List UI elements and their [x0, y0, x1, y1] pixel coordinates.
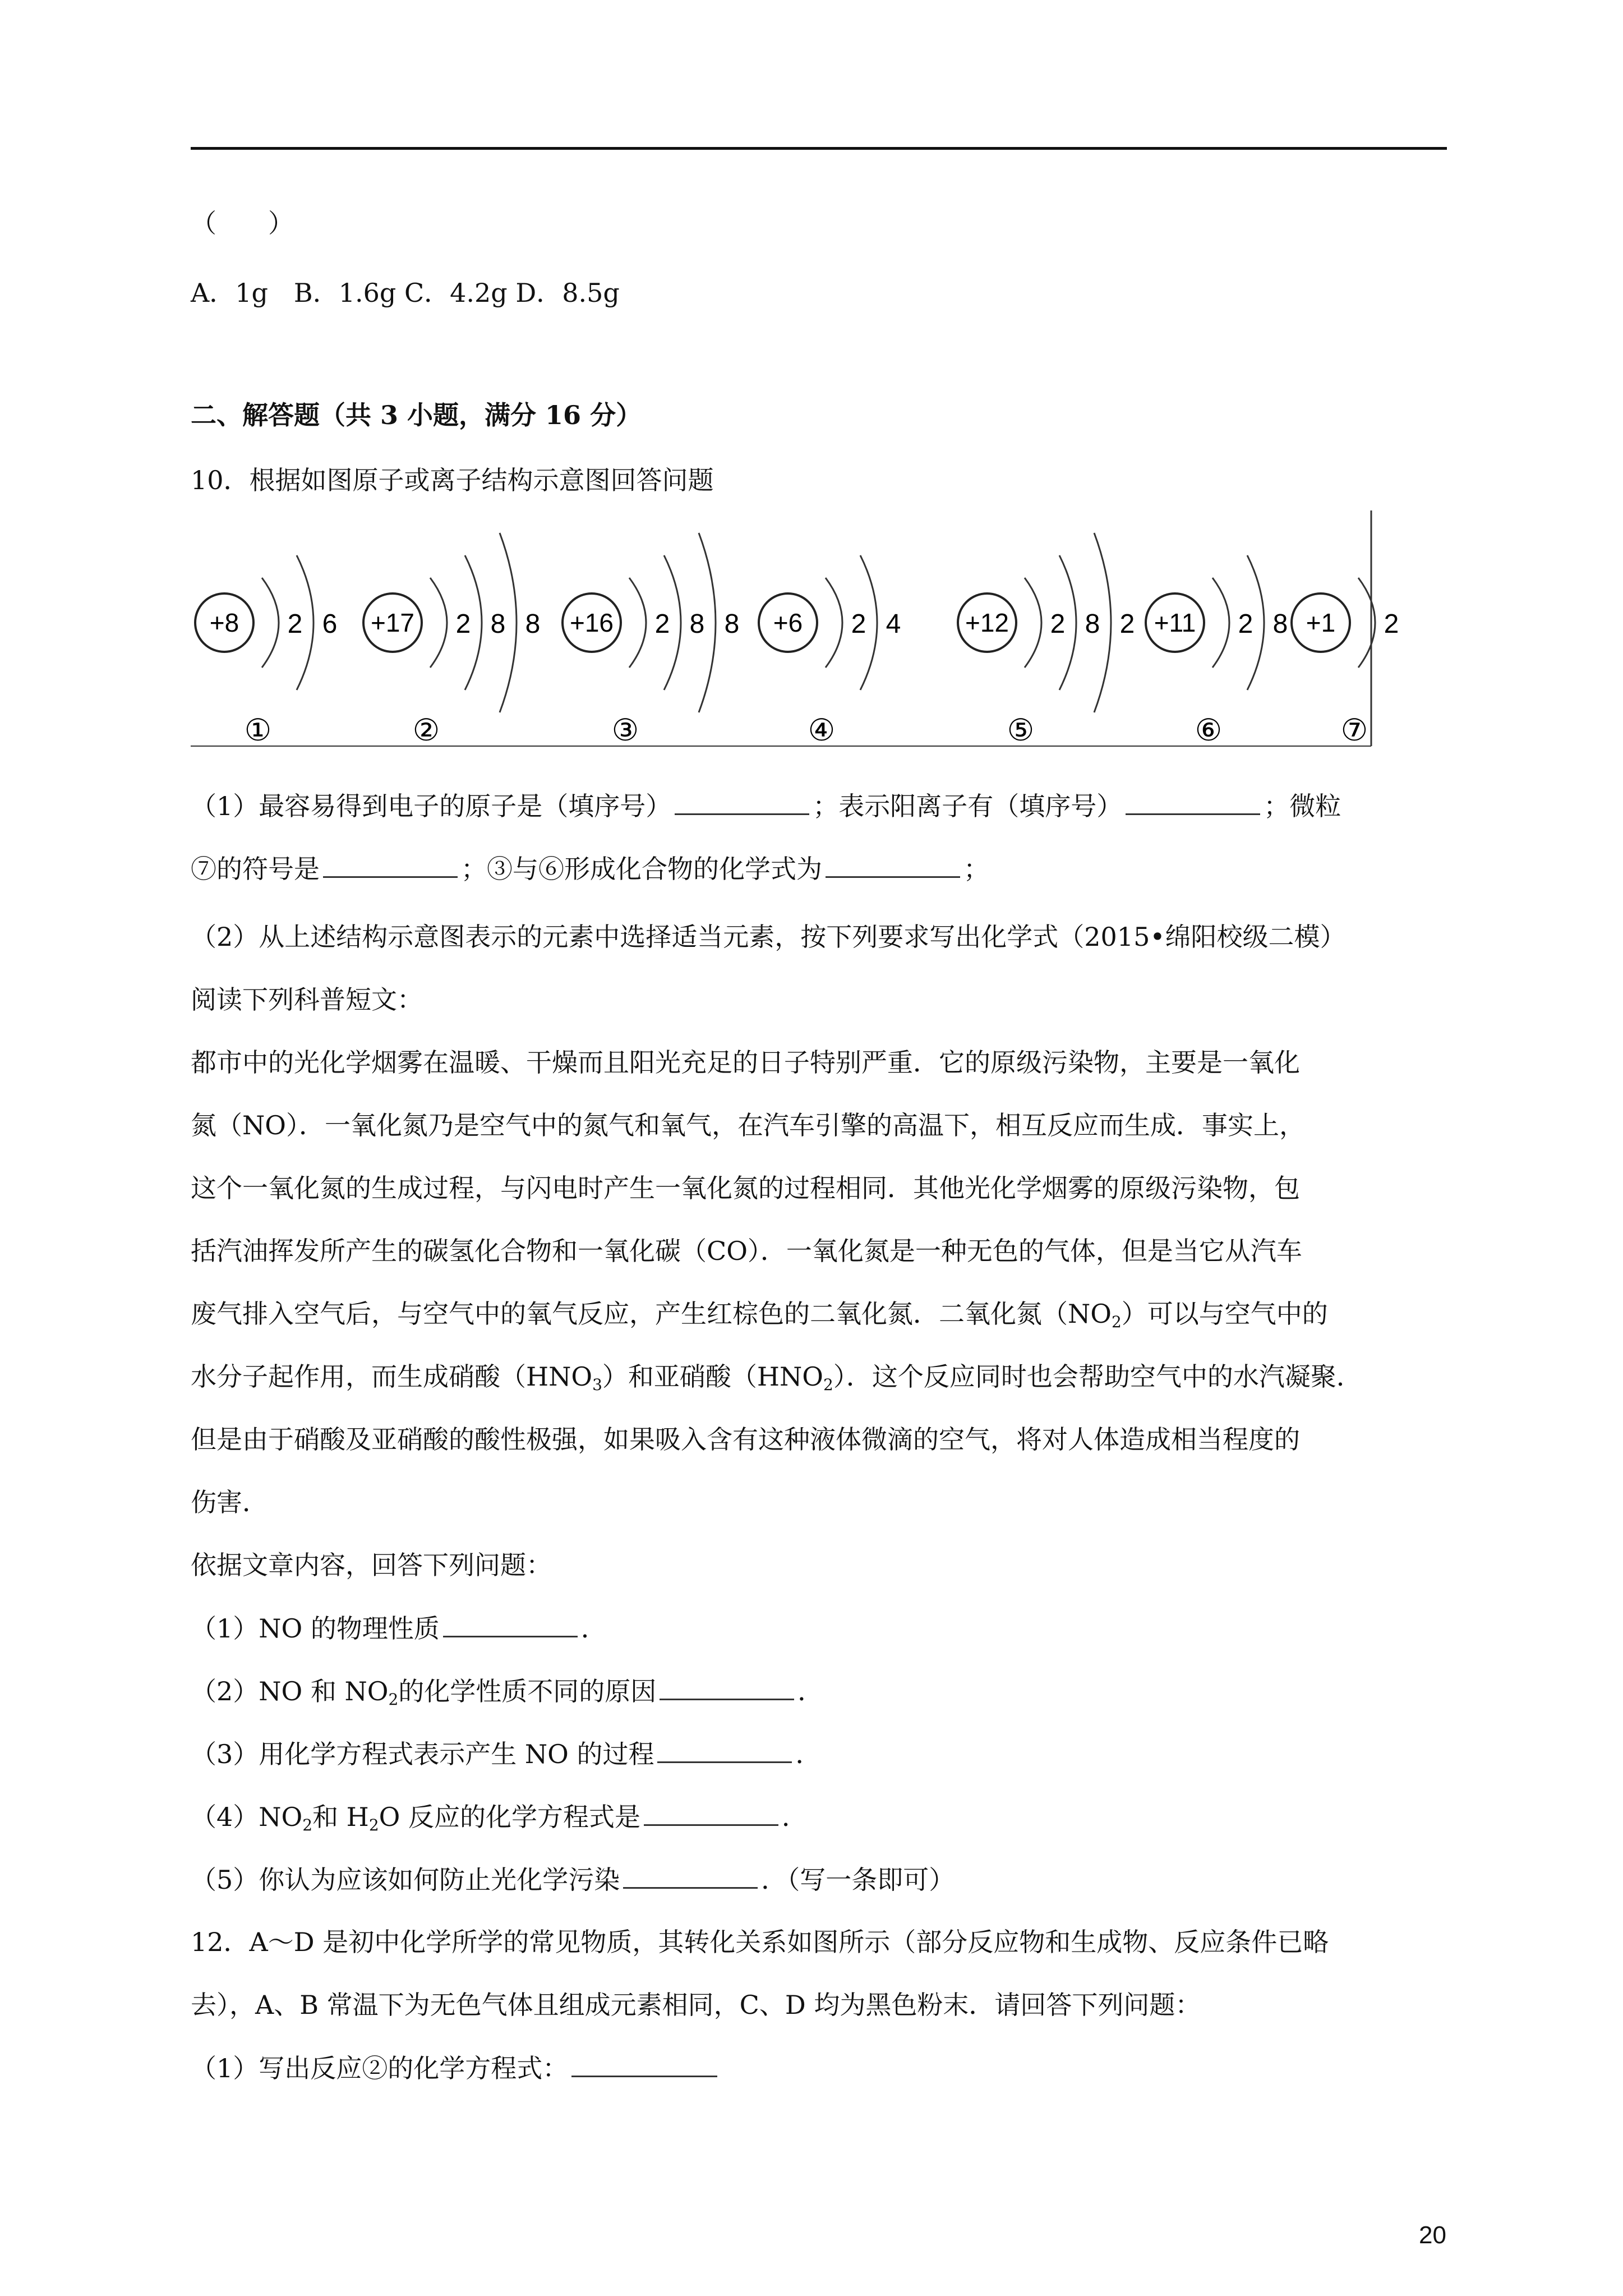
atom-label: ⑤ — [1007, 712, 1035, 748]
answer-blank[interactable] — [571, 2051, 717, 2077]
answer-blank[interactable] — [644, 1800, 778, 1826]
answer-blank[interactable] — [443, 1611, 578, 1637]
answer-blank[interactable] — [675, 789, 809, 815]
q10-part1-line2: ⑦的符号是 ；③与⑥形成化合物的化学式为 ； — [191, 852, 989, 886]
atom-label: ① — [244, 712, 272, 748]
passage-line: 都市中的光化学烟雾在温暖、干燥而且阳光充足的日子特别严重．它的原级污染物，主要是一氧化 — [191, 1047, 1300, 1078]
passage-line: 但是由于硝酸及亚硝酸的酸性极强，如果吸入含有这种液体微滴的空气，将对人体造成相当程度的 — [191, 1424, 1300, 1455]
electron-shell-arc — [1212, 578, 1229, 668]
question-12-part1: （1）写出反应②的化学方程式： — [191, 2051, 721, 2085]
passage-line: 括汽油挥发所产生的碳氢化合物和一氧化碳（CO）．一氧化氮是一种无色的气体，但是当它从汽车 — [191, 1236, 1302, 1266]
section-heading: 二、解答题（共 3 小题，满分 16 分） — [191, 400, 642, 430]
electron-shell-arc — [1358, 578, 1375, 668]
shell-electron-count: 2 — [851, 609, 866, 639]
atom-label: ⑦ — [1340, 712, 1368, 748]
shell-electron-count: 4 — [886, 609, 901, 639]
electron-shell-arc — [262, 578, 279, 668]
shell-electron-count: 8 — [724, 609, 740, 639]
atom-diagram-5 — [958, 533, 1135, 748]
shell-electron-count: 2 — [1384, 609, 1399, 639]
shell-electron-count: 2 — [1050, 609, 1066, 639]
question-10-stem: 10．根据如图原子或离子结构示意图回答问题 — [191, 465, 714, 495]
shell-electron-count: 2 — [1119, 609, 1135, 639]
questions-intro: 依据文章内容，回答下列问题： — [191, 1550, 552, 1580]
nucleus-charge: +17 — [370, 608, 415, 637]
page-number: 20 — [1419, 2221, 1446, 2249]
answer-paren: （ ） — [191, 208, 294, 238]
atom-diagram-2 — [363, 533, 540, 748]
passage-line: 这个一氧化氮的生成过程，与闪电时产生一氧化氮的过程相同．其他光化学烟雾的原级污染物，包 — [191, 1173, 1300, 1203]
shell-electron-count: 8 — [525, 609, 541, 639]
shell-electron-count: 8 — [1085, 609, 1100, 639]
atom-diagram-3 — [562, 533, 739, 748]
atom-diagram-7 — [1292, 578, 1399, 748]
answer-blank[interactable] — [323, 852, 458, 878]
atom-label: ③ — [611, 712, 639, 748]
answer-blank[interactable] — [826, 852, 960, 878]
nucleus-charge: +8 — [209, 608, 239, 637]
question-12-stem: 12．A～D 是初中化学所学的常见物质，其转化关系如图所示（部分反应物和生成物、反应条件已略 — [191, 1927, 1329, 1957]
passage-line: 水分子起作用，而生成硝酸$(HNO_3)$和亚硝酸$(HNO_2)$．这个反应同时也会帮助空气中的水汽凝聚． — [191, 1361, 1362, 1394]
passage-line: 伤害． — [191, 1487, 268, 1517]
nucleus-charge: +12 — [965, 608, 1009, 637]
shell-electron-count: 2 — [455, 609, 471, 639]
atom-label: ⑥ — [1195, 712, 1223, 748]
reading-question-3: （3）用化学方程式表示产生 NO 的过程 ． — [191, 1737, 821, 1771]
reading-question-4: $(4)NO_2$和 $H_2O$ 反应的化学方程式是 ． — [191, 1800, 808, 1834]
reading-question-1: （1）NO 的物理性质 ． — [191, 1611, 607, 1645]
electron-shell-arc — [629, 578, 646, 668]
answer-blank[interactable] — [1126, 789, 1260, 815]
answer-blank[interactable] — [657, 1737, 792, 1763]
nucleus-charge: +6 — [773, 608, 803, 637]
shell-electron-count: 6 — [322, 609, 338, 639]
electron-shell-arc — [1025, 578, 1041, 668]
shell-electron-count: 8 — [1272, 609, 1288, 639]
choice-options: A．1g B．1.6g C．4.2g D．8.5g — [191, 278, 620, 308]
nucleus-charge: +1 — [1306, 608, 1336, 637]
passage-line: 氮（NO）．一氧化氮乃是空气中的氮气和氧气，在汽车引擎的高温下，相互反应而生成．事实上， — [191, 1110, 1305, 1140]
atom-diagram-6 — [1146, 555, 1288, 748]
atom-structure-diagram — [191, 510, 1399, 752]
reading-question-5: （5）你认为应该如何防止光化学污染 ．（写一条即可） — [191, 1862, 955, 1897]
passage-line: 废气排入空气后，与空气中的氧气反应，产生红棕色的二氧化氮．二氧化氮$(NO_2)$可以与空气中的 — [191, 1299, 1328, 1331]
atom-diagram-1 — [195, 555, 337, 748]
atom-label: ② — [412, 712, 440, 748]
electron-shell-arc — [826, 578, 842, 668]
nucleus-charge: +11 — [1154, 608, 1196, 637]
question-12-stem: 去），A、B 常温下为无色气体且组成元素相同，C、D 均为黑色粉末．请回答下列问题： — [191, 1990, 1201, 2020]
electron-shell-arc — [430, 578, 447, 668]
answer-blank[interactable] — [660, 1674, 794, 1700]
header-rule — [191, 147, 1447, 150]
shell-electron-count: 2 — [654, 609, 670, 639]
answer-blank[interactable] — [623, 1862, 758, 1889]
shell-electron-count: 8 — [689, 609, 705, 639]
shell-electron-count: 8 — [490, 609, 506, 639]
atom-diagram-4 — [759, 555, 901, 748]
shell-electron-count: 2 — [287, 609, 303, 639]
q10-part2: （2）从上述结构示意图表示的元素中选择适当元素，按下列要求写出化学式（2015•绵阳校级二模） — [191, 922, 1346, 952]
q10-part1-line1: （1）最容易得到电子的原子是（填序号） ；表示阳离子有（填序号） ；微粒 — [191, 789, 1341, 823]
nucleus-charge: +16 — [569, 608, 614, 637]
reading-question-2: （2）NO 和 $NO_2$的化学性质不同的原因 ． — [191, 1674, 823, 1708]
reading-intro: 阅读下列科普短文： — [191, 984, 423, 1015]
shell-electron-count: 2 — [1238, 609, 1253, 639]
atom-label: ④ — [808, 712, 836, 748]
